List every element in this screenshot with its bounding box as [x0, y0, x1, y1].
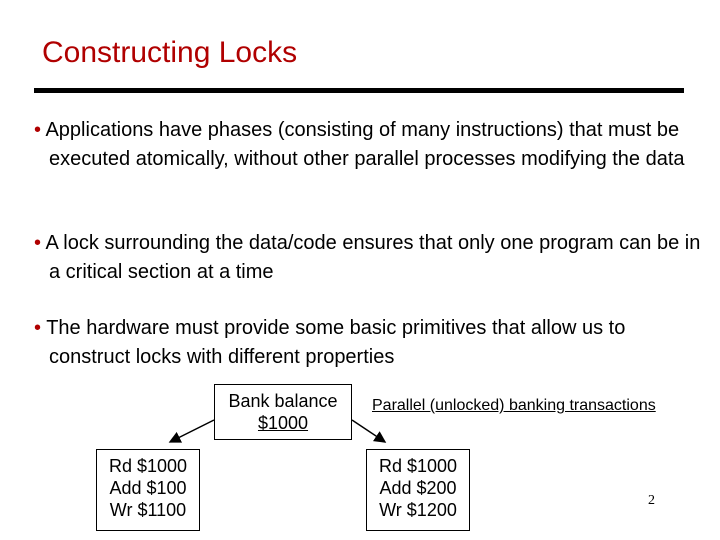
bank-balance-label: Bank balance: [228, 391, 338, 411]
transaction-line: Wr $1200: [379, 500, 457, 520]
left-arrow: [170, 420, 214, 442]
transaction-line: Add $100: [109, 478, 187, 498]
right-arrow: [352, 420, 385, 442]
bullet-marker: •: [34, 232, 42, 254]
bullet-text: Applications have phases (consisting of many instructions) that must be executed atomically, without other parallel processes modifying the data: [45, 119, 685, 170]
transaction-line: Add $200: [379, 478, 457, 498]
transaction-line: Rd $1000: [108, 456, 188, 476]
right-transaction-box: [366, 449, 470, 531]
bullet-text: A lock surrounding the data/code ensures that only one program can be in a critical section at a time: [45, 232, 701, 283]
bullet-text: The hardware must provide some basic primitives that allow us to construct locks with different properties: [46, 317, 626, 368]
diagram-caption: Parallel (unlocked) banking transactions: [372, 397, 656, 414]
bullet-marker: •: [34, 119, 42, 141]
page-number: 2: [648, 493, 655, 508]
bullet-marker: •: [34, 317, 42, 339]
bank-balance-value: $1000: [257, 413, 309, 433]
transaction-line: Rd $1000: [378, 456, 458, 476]
bank-balance-box: [214, 384, 352, 440]
left-transaction-box: [96, 449, 200, 531]
slide-title: Constructing Locks: [42, 36, 298, 69]
transaction-line: Wr $1100: [109, 500, 187, 520]
